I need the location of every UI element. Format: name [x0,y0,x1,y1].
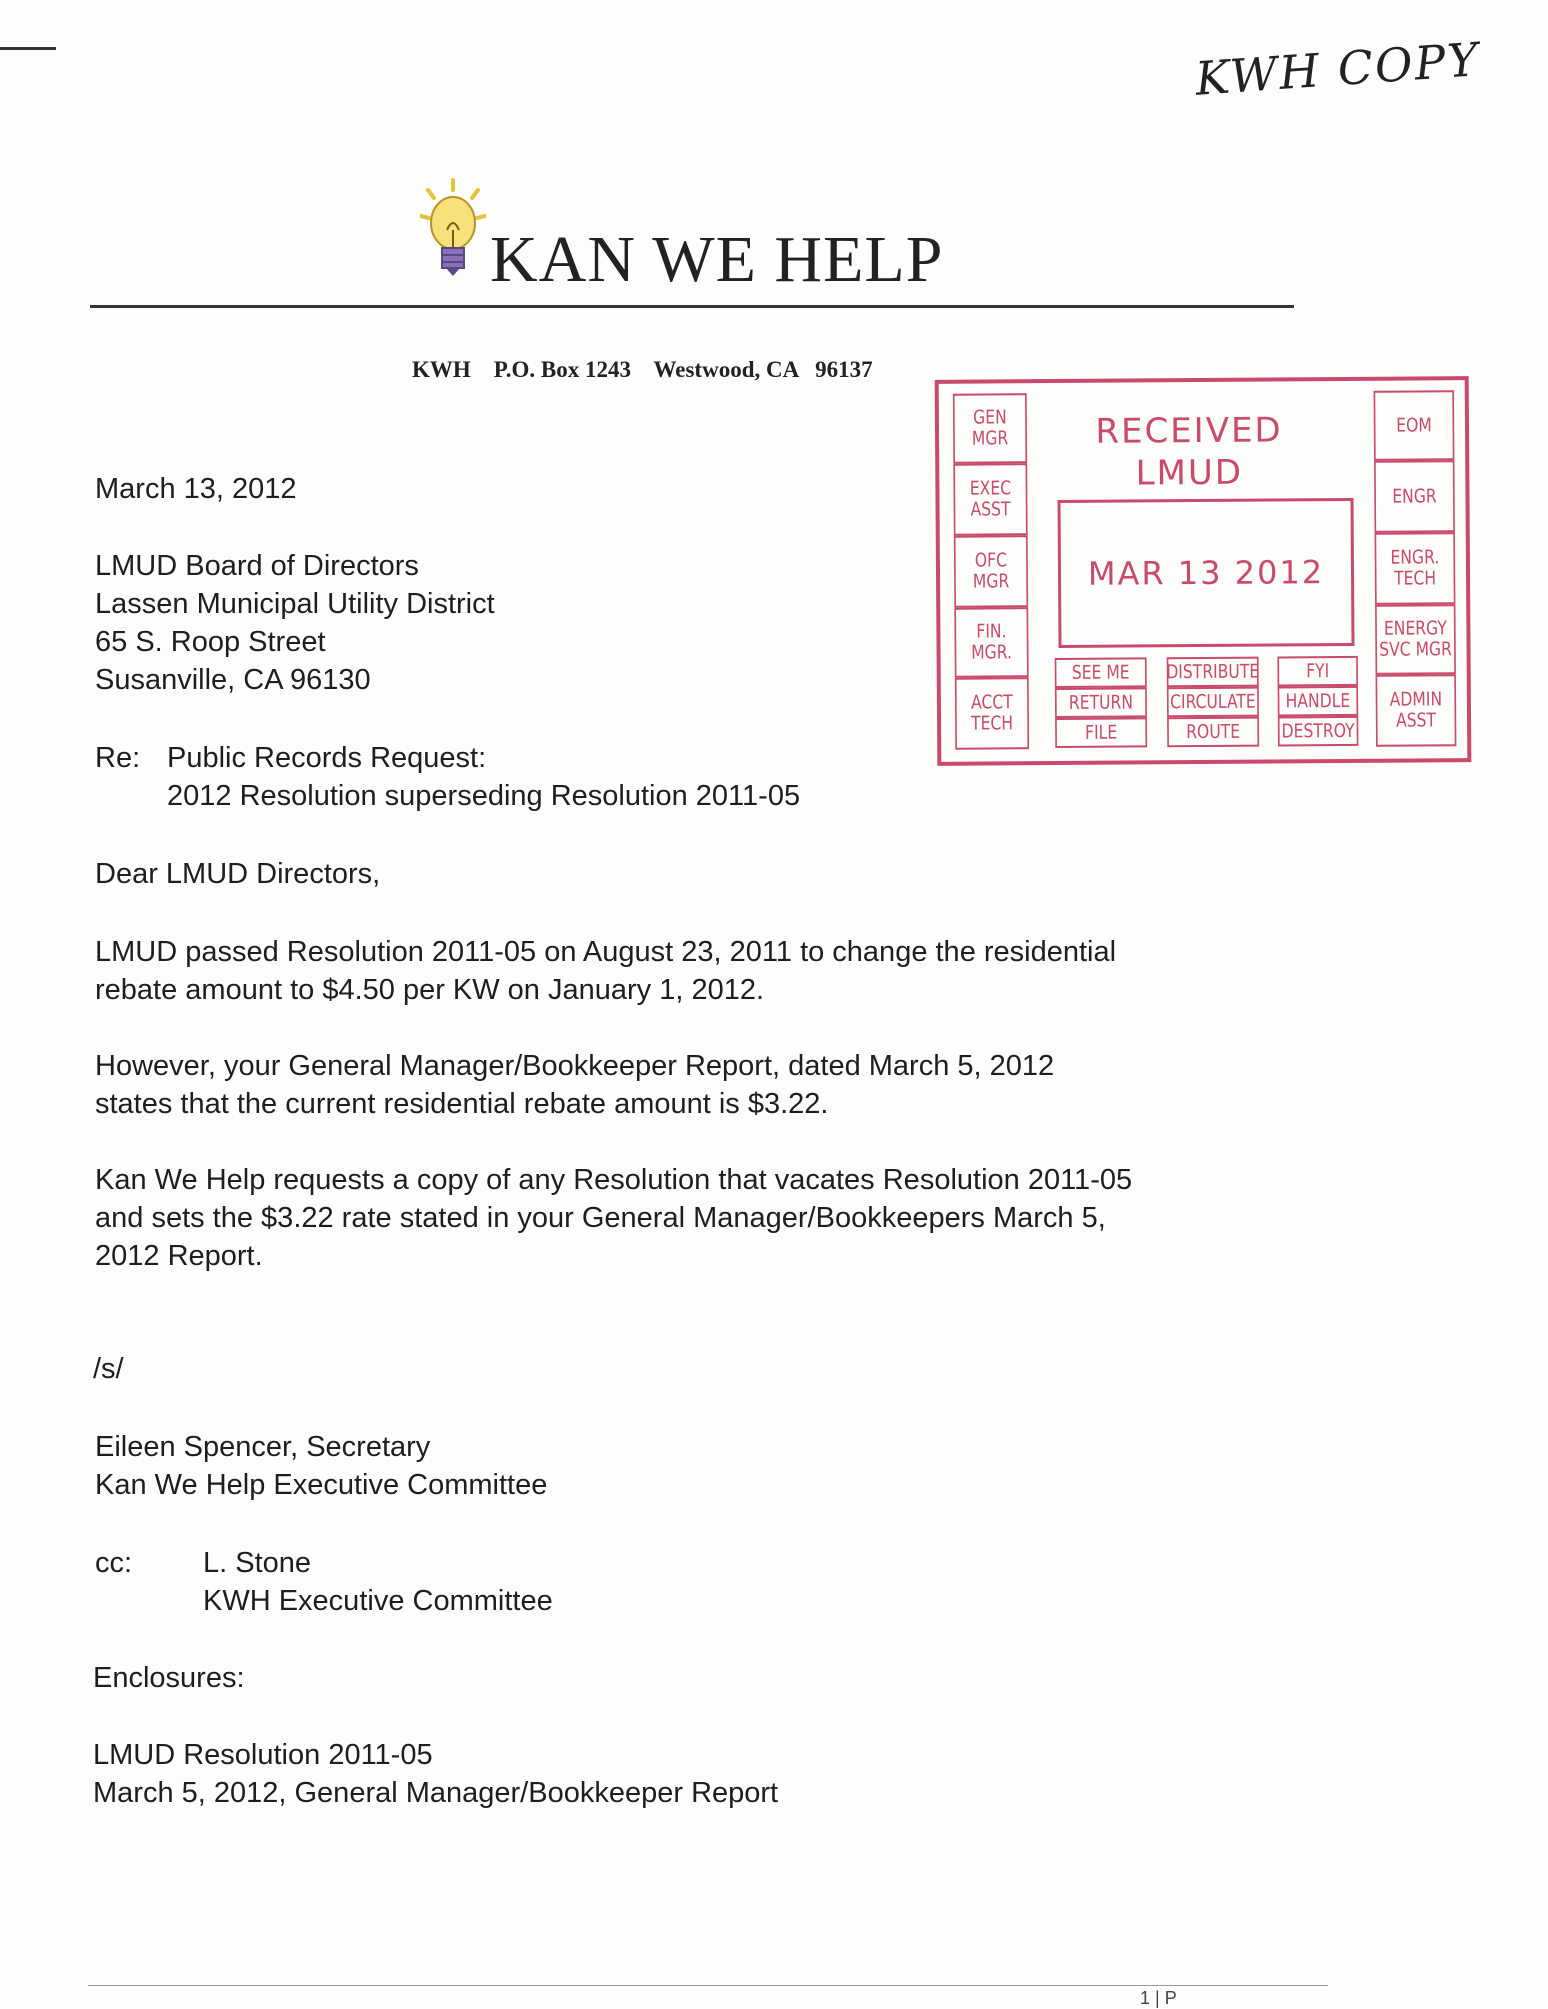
salutation: Dear LMUD Directors, [95,858,381,890]
stamp-cell: FIN. MGR. [954,607,1028,678]
letterhead-address: KWH P.O. Box 1243 Westwood, CA 96137 [412,357,873,382]
enclosures-list [93,1736,778,1812]
body-line: Kan We Help requests a copy of any Resolution that vacates Resolution 2011-05 [95,1164,1133,1196]
stamp-cell: EXEC ASST [953,463,1027,536]
stamp-cell: ENERGY SVC MGR [1375,604,1456,675]
cc-block [203,1544,553,1620]
stamp-title [1039,409,1340,495]
body-line: However, your General Manager/Bookkeeper Report, dated March 5, 2012 [95,1050,1055,1082]
footer-rule [88,1985,1328,1986]
stamp-cell: SEE ME [1055,657,1147,688]
enclosures-label: Enclosures: [93,1662,245,1694]
letterhead-rule [90,305,1294,308]
body-line: 2012 Report. [95,1240,263,1272]
body-line: LMUD passed Resolution 2011-05 on August 23, 2011 to change the residential [95,936,1117,968]
stamp-cell: FYI [1277,656,1358,687]
stamp-cell: OFC MGR [954,535,1028,608]
body-line: rebate amount to $4.50 per KW on January 1, 2012. [95,974,765,1006]
recipient-line: LMUD Board of Directors [95,550,419,582]
margin-mark [0,47,56,50]
stamp-title-org: LMUD [1135,452,1244,494]
received-stamp [935,376,1472,766]
stamp-cell: CIRCULATE [1167,687,1259,718]
body-line: and sets the $3.22 rate stated in your General Manager/Bookkeepers March 5, [95,1202,1106,1234]
cc-line: L. Stone [203,1547,312,1579]
body-line: states that the current residential rebate amount is $3.22. [95,1088,829,1120]
cc-line: KWH Executive Committee [203,1585,553,1617]
stamp-cell: ENGR. TECH [1375,532,1456,605]
body-paragraph [95,1047,1054,1123]
stamp-cell: HANDLE [1278,686,1359,717]
recipient-line: 65 S. Roop Street [95,626,326,658]
signature-mark: /s/ [93,1353,124,1385]
stamp-cell: FILE [1055,717,1147,748]
body-paragraph [95,933,1116,1009]
recipient-line: Susanville, CA 96130 [95,664,371,696]
body-paragraph [95,1161,1132,1275]
re-subject: Public Records Request: [167,742,487,774]
letter-date: March 13, 2012 [95,473,297,505]
stamp-cell: EOM [1374,390,1455,461]
stamp-date: MAR 13 2012 [1058,498,1355,648]
lightbulb-logo-icon [420,178,486,288]
recipient-block [95,547,495,699]
recipient-line: Lassen Municipal Utility District [95,588,495,620]
stamp-cell: DESTROY [1278,716,1359,747]
re-subject: 2012 Resolution superseding Resolution 2011-05 [167,780,801,812]
signer-line: Kan We Help Executive Committee [95,1469,548,1501]
stamp-cell: DISTRIBUTE [1167,657,1259,688]
enclosure-item: LMUD Resolution 2011-05 [93,1739,433,1771]
stamp-cell: ACCT TECH [955,677,1029,750]
stamp-title-received: RECEIVED [1095,410,1283,452]
enclosure-item: March 5, 2012, General Manager/Bookkeeper Report [93,1777,779,1809]
re-label: Re: [95,742,141,774]
organization-name: KAN WE HELP [490,223,944,296]
stamp-cell: GEN MGR [953,393,1027,464]
cc-label: cc: [95,1547,133,1579]
handwritten-note: KWH COPY [1193,32,1482,106]
signer-line: Eileen Spencer, Secretary [95,1431,431,1463]
stamp-cell: ROUTE [1167,717,1259,748]
page-number: 1 | P [1140,1988,1177,2008]
signer-block [95,1428,547,1504]
stamp-cell: ADMIN ASST [1376,674,1457,747]
stamp-cell: ENGR [1374,460,1455,533]
stamp-cell: RETURN [1055,687,1147,718]
